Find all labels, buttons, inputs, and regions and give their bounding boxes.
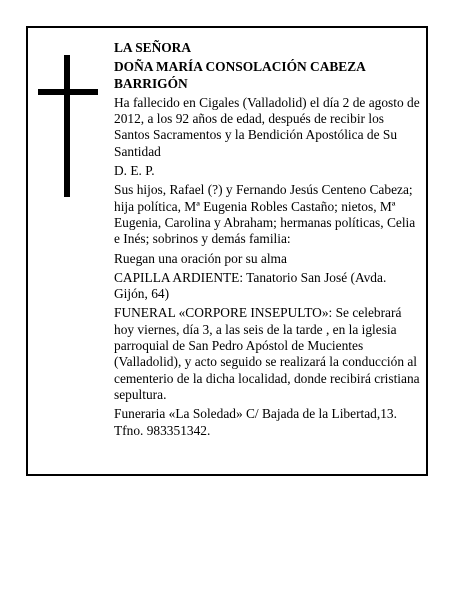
funeral-chapel: CAPILLA ARDIENTE: Tanatorio San José (Avda. Gijón, 64) [114,269,387,302]
rest-in-peace: D. E. P. [114,163,155,179]
obituary-notice [26,26,428,476]
notice-title: LA SEÑORA [114,40,192,55]
funeral-home: Funeraria «La Soledad» C/ Bajada de la Libertad,13. Tfno. 983351342. [114,406,397,438]
prayer-request: Ruegan una oración por su alma [114,250,287,266]
cross-icon [38,55,98,197]
notice-text [114,40,420,442]
funeral-service: FUNERAL «CORPORE INSEPULTO»: Se celebrará hoy viernes, día 3, a las seis de la tarde , en la iglesia parroquial de San Pedro Apóstol de Mucientes (Valladolid), y acto seguido se realizará la conducción al cementerio de la dicha localidad, donde recibirá cristiana sepultura. [114,305,420,402]
cross-vertical-bar [64,55,70,197]
family-members: Sus hijos, Rafael (?) y Fernando Jesús Centeno Cabeza; hija política, Mª Eugenia Robles Castaño; nietos, Mª Eugenia, Carolina y Abraham; hermanas políticas, Celia e Inés; sobrinos y demás familia: [114,182,416,247]
death-announcement: Ha fallecido en Cigales (Valladolid) el día 2 de agosto de 2012, a los 92 años de edad, después de recibir los Santos Sacramentos y la Bendición Apostólica de Su Santidad [114,94,420,159]
cross-horizontal-bar [38,89,98,95]
deceased-name: DOÑA MARÍA CONSOLACIÓN CABEZA BARRIGÓN [114,59,366,91]
